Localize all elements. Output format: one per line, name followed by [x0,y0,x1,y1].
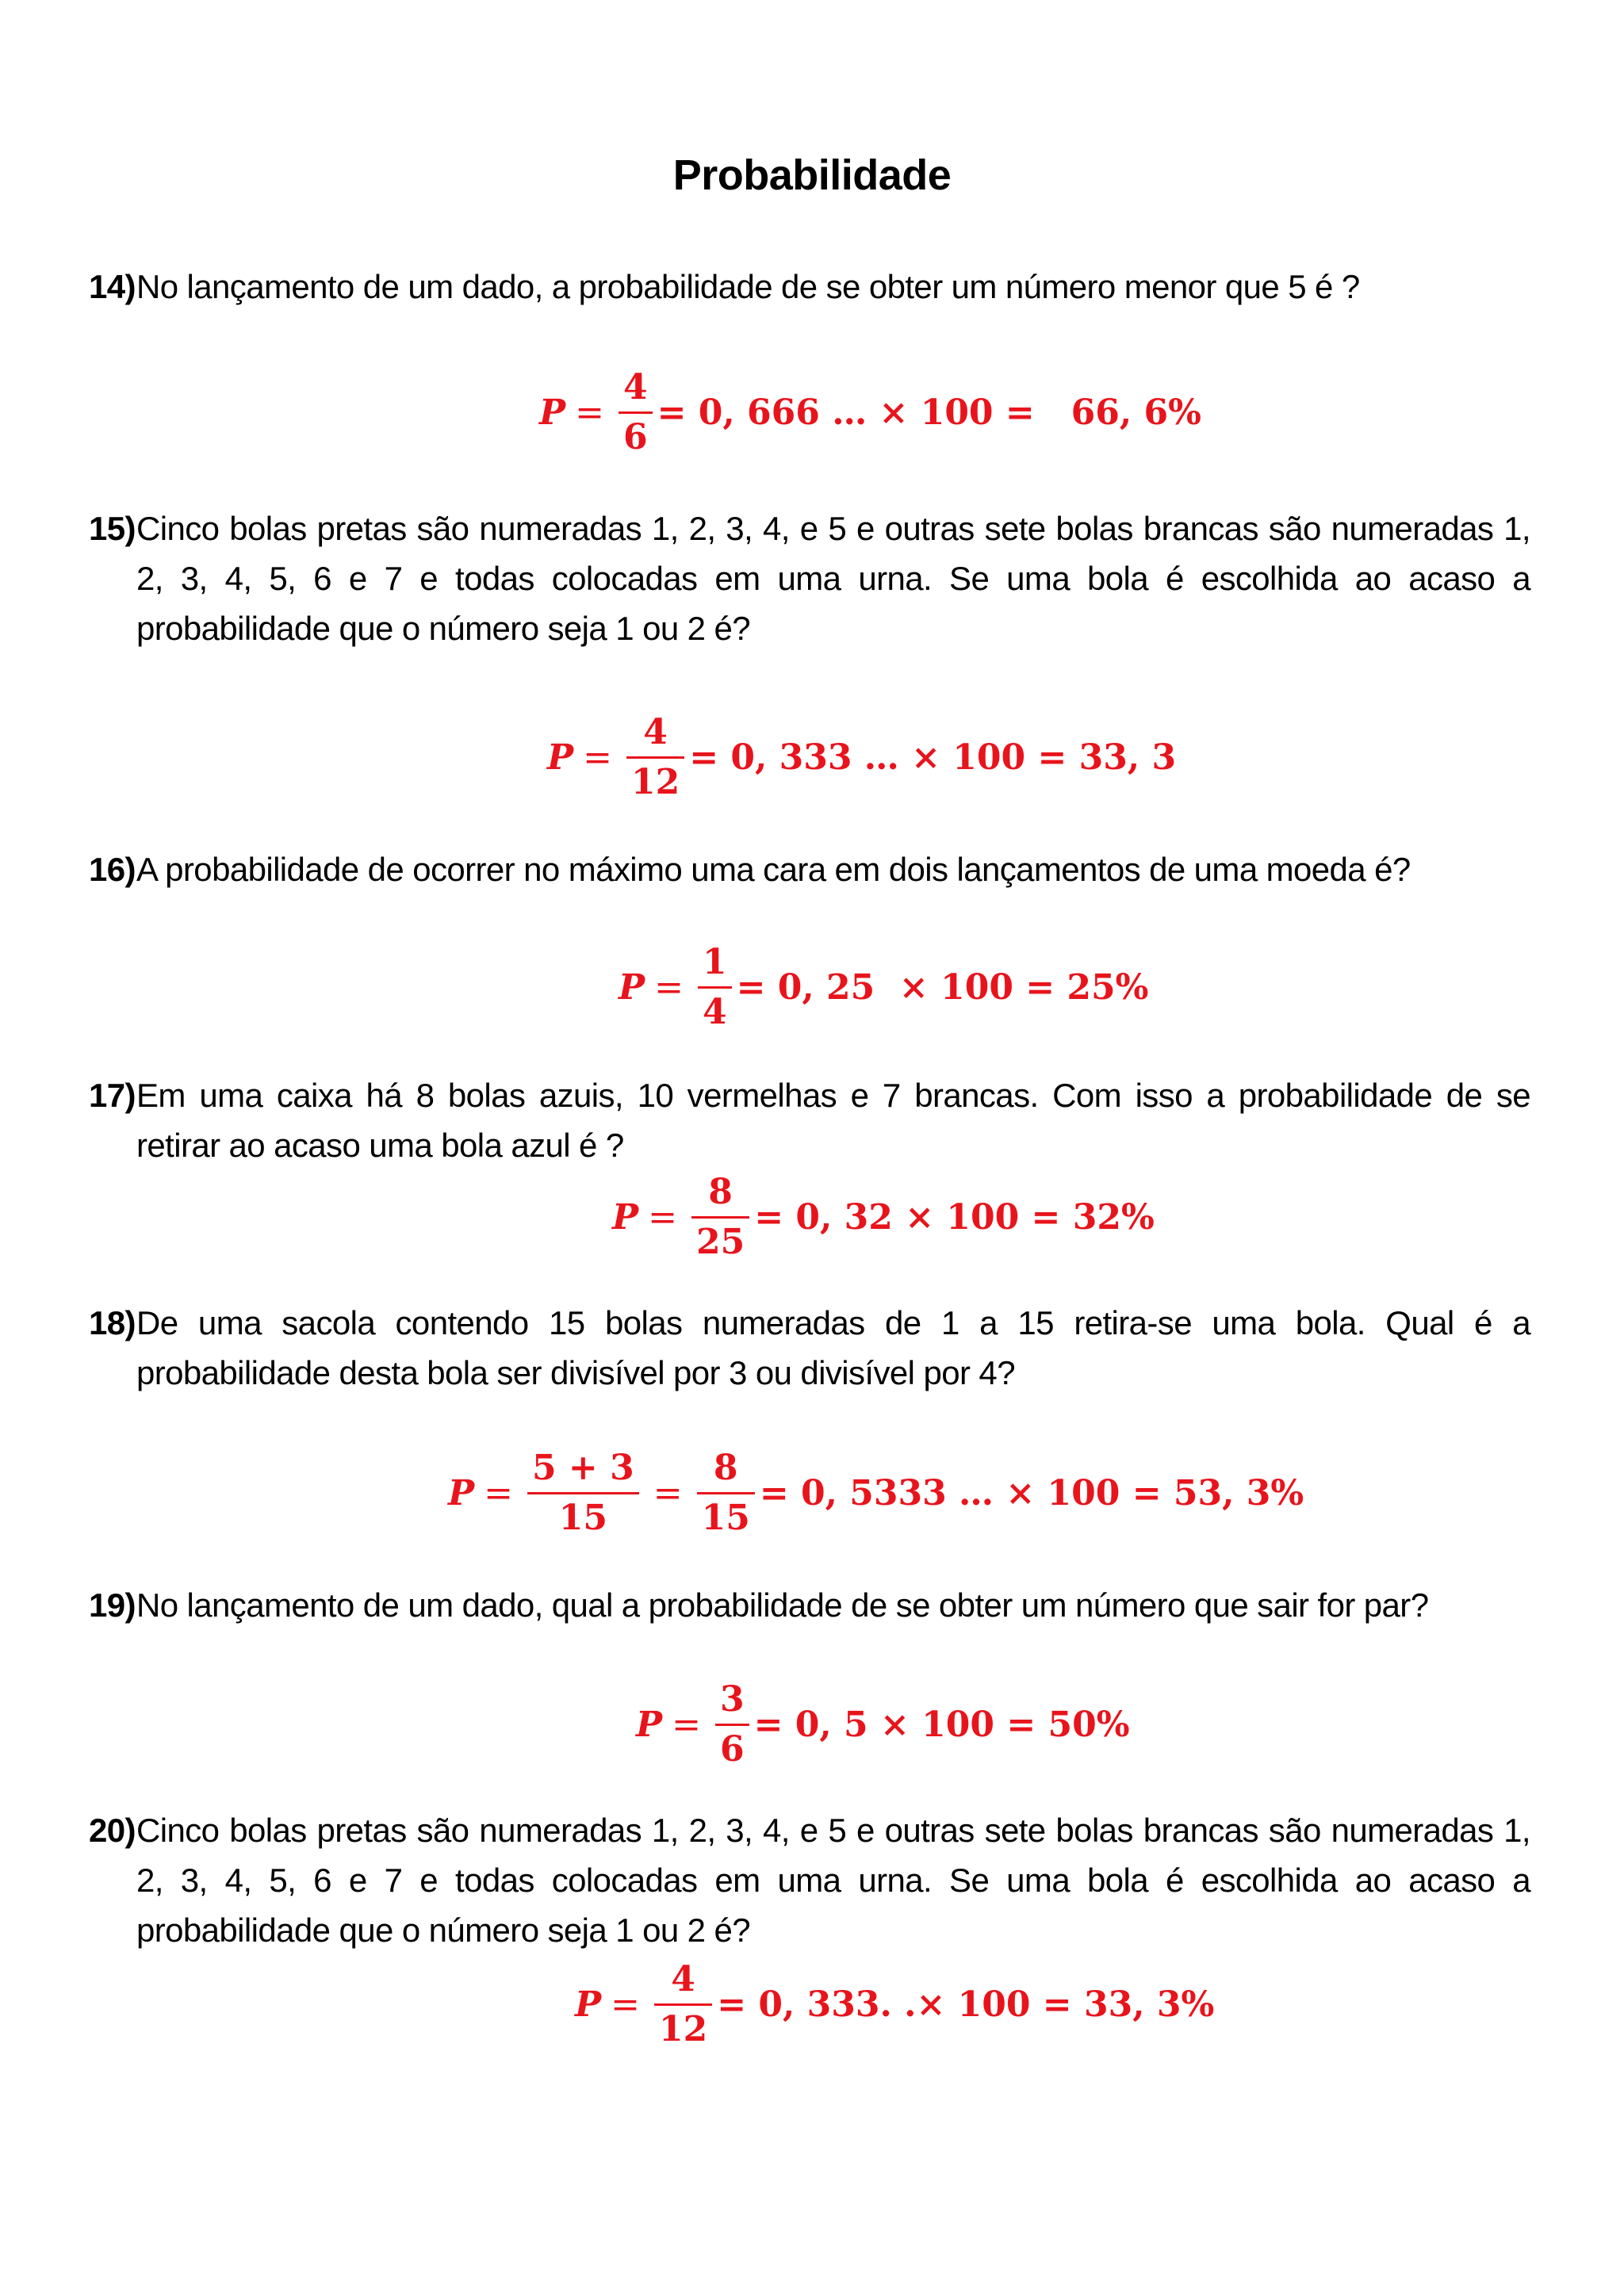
equals-sign: = [575,392,604,433]
fraction-bar [654,2003,712,2006]
answer-equation-20 [575,1953,1214,2056]
denominator: 6 [622,416,648,457]
equals-sign: = [672,1704,701,1745]
question-text: No lançamento de um dado, a probabilidade de se obter um número menor que 5 é ? [136,268,1360,305]
fraction [619,365,653,460]
fraction-bar [619,411,653,414]
equals-sign: = [611,1984,640,2025]
result: = 0, 333. .× 100 = 33, 3% [717,1984,1215,2025]
numerator: 4 [671,1958,695,1999]
numerator: 5 + 3 [531,1447,634,1488]
numerator: 1 [702,941,727,982]
equals-sign: = [484,1472,513,1513]
question-15 [89,503,1530,653]
prob-symbol: P [636,1704,663,1745]
question-19 [89,1580,1530,1630]
numerator: 4 [643,711,668,752]
question-14 [89,262,1530,312]
fraction [698,940,732,1035]
fraction-bar [715,1724,749,1726]
fraction-bar [697,1492,755,1494]
answer-equation-14 [539,361,1201,464]
answer-equation-15 [547,706,1176,809]
answer-equation-17 [612,1165,1155,1269]
fraction-bar [626,756,684,759]
equals-sign: = [653,1472,683,1513]
question-text: Em uma caixa há 8 bolas azuis, 10 vermelhas e 7 brancas. Com isso a probabilidade de se retirar ao acaso uma bola azul é ? [136,1077,1530,1164]
prob-symbol: P [547,737,574,778]
question-number: 16) [89,851,136,888]
answer-equation-19 [636,1673,1130,1776]
numerator: 3 [719,1678,745,1720]
numerator: 4 [622,366,648,408]
denominator: 25 [695,1221,745,1262]
denominator: 12 [658,2008,708,2049]
result: = 0, 32 × 100 = 32% [754,1196,1155,1238]
page-title: Probabilidade [672,151,952,199]
numerator: 8 [713,1447,738,1488]
fraction [527,1446,639,1540]
prob-symbol: P [575,1984,602,2025]
denominator: 6 [719,1728,745,1770]
question-text: Cinco bolas pretas são numeradas 1, 2, 3, 4, e 5 e outras sete bolas brancas são numeradas 1, 2, 3, 4, 5, 6 e 7 e todas colocadas em uma urna. Se uma bola é escolhida ao acaso a probabilidade que o número seja 1 ou 2 é? [136,1812,1530,1949]
equals-sign: = [583,737,612,778]
fraction-bar [698,986,732,989]
denominator: 15 [701,1497,750,1538]
fraction [654,1957,712,2052]
denominator: 15 [558,1497,607,1538]
fraction [715,1678,749,1772]
prob-symbol: P [612,1196,639,1238]
fraction-bar [527,1492,639,1494]
prob-symbol: P [619,966,645,1008]
fraction [626,710,684,805]
question-number: 20) [89,1812,136,1849]
question-number: 15) [89,510,136,547]
question-text: A probabilidade de ocorrer no máximo uma cara em dois lançamentos de uma moeda é? [136,851,1411,888]
question-number: 18) [89,1304,136,1341]
result: = 0, 666 … × 100 = 66, 6% [657,392,1201,433]
result: = 0, 5 × 100 = 50% [753,1704,1130,1745]
question-20 [89,1805,1530,1955]
fraction [691,1170,749,1265]
answer-equation-16 [619,936,1148,1039]
equals-sign: = [648,1196,677,1238]
prob-symbol: P [448,1472,475,1513]
question-number: 17) [89,1077,136,1114]
result: = 0, 333 … × 100 = 33, 3 [689,737,1177,778]
denominator: 12 [630,761,680,802]
answer-equation-18 [448,1441,1304,1544]
prob-symbol: P [539,392,566,433]
numerator: 8 [708,1171,733,1212]
question-text: De uma sacola contendo 15 bolas numeradas de 1 a 15 retira-se uma bola. Qual é a probabilidade desta bola ser divisível por 3 ou divisível por 4? [136,1304,1530,1391]
equals-sign: = [654,966,684,1008]
question-number: 14) [89,268,136,305]
question-text: Cinco bolas pretas são numeradas 1, 2, 3, 4, e 5 e outras sete bolas brancas são numeradas 1, 2, 3, 4, 5, 6 e 7 e todas colocadas em uma urna. Se uma bola é escolhida ao acaso a probabilidade que o número seja 1 ou 2 é? [136,510,1530,647]
fraction-bar [691,1216,749,1219]
denominator: 4 [702,991,727,1032]
result: = 0, 25 × 100 = 25% [736,966,1149,1008]
question-17 [89,1070,1530,1170]
question-18 [89,1298,1530,1398]
question-text: No lançamento de um dado, qual a probabilidade de se obter um número que sair for par? [136,1586,1429,1624]
question-16 [89,844,1530,894]
result: = 0, 5333 … × 100 = 53, 3% [759,1472,1304,1513]
fraction [697,1446,755,1540]
question-number: 19) [89,1586,136,1624]
